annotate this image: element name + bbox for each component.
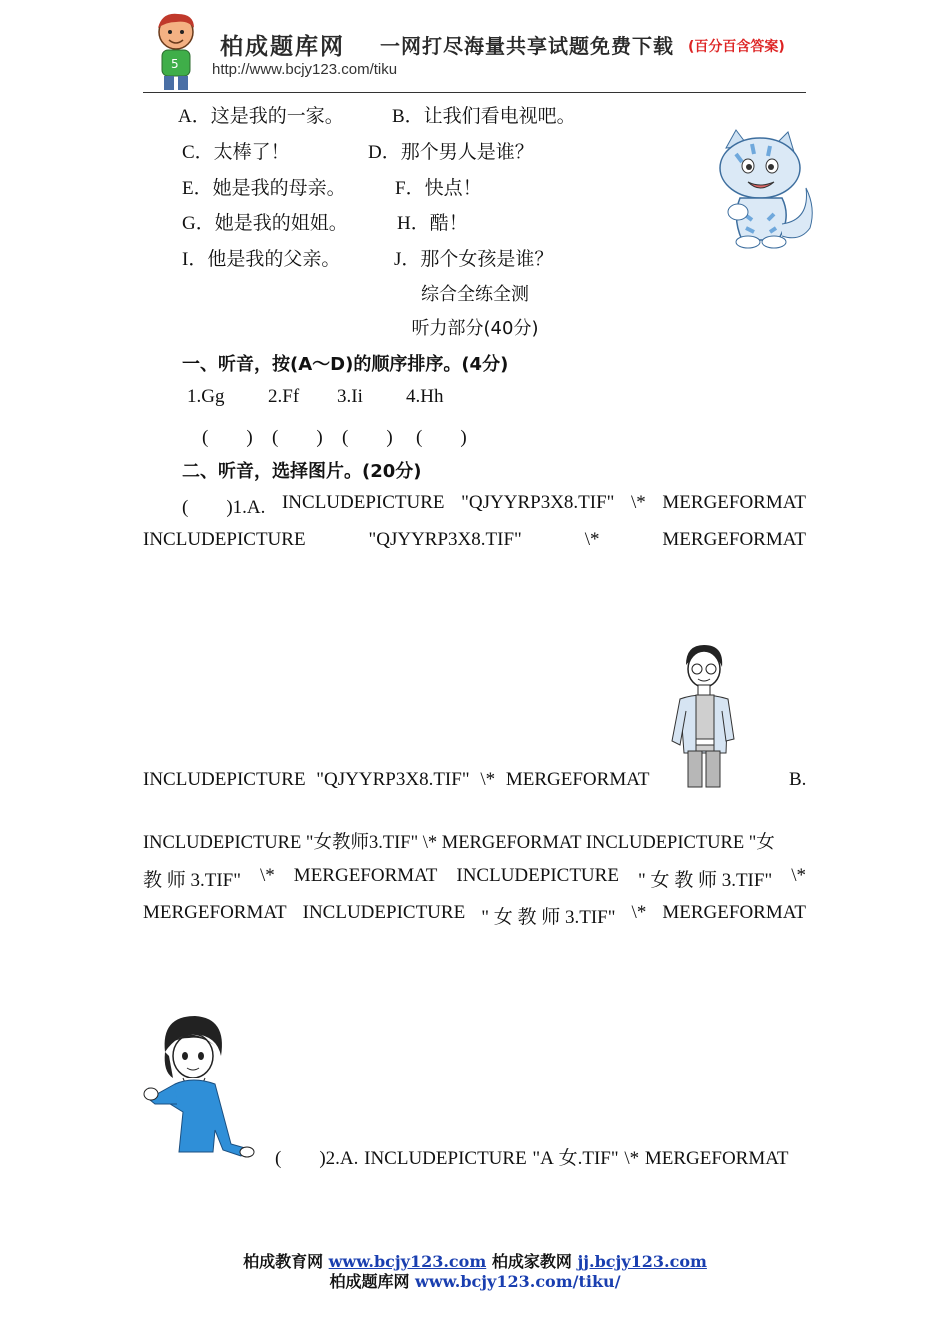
field-code: INCLUDEPICTURE bbox=[456, 865, 619, 886]
teacher-line-2 bbox=[143, 865, 806, 892]
field-code: 教 师 3.TIF" bbox=[143, 870, 242, 891]
footer-link-tiku[interactable]: www.bcjy123.com/tiku/ bbox=[415, 1272, 621, 1291]
field-code: \* bbox=[631, 902, 647, 923]
letter-item: 3.Ii bbox=[337, 386, 363, 407]
answer-blank[interactable]: ( ) bbox=[416, 427, 467, 448]
option-g: G．她是我的姐姐。 bbox=[182, 213, 348, 234]
field-code: \* bbox=[631, 492, 646, 513]
site-url[interactable]: http://www.bcjy123.com/tiku bbox=[212, 61, 398, 78]
svg-text:5: 5 bbox=[171, 57, 179, 71]
field-code: INCLUDEPICTURE bbox=[281, 492, 445, 513]
answer-blank[interactable]: ( ) bbox=[342, 427, 393, 448]
question-1-prefix: ( )1.A. bbox=[182, 497, 266, 518]
teacher-line-3 bbox=[143, 902, 806, 929]
field-code: MERGEFORMAT bbox=[662, 492, 806, 513]
option-e: E．她是我的母亲。 bbox=[182, 178, 346, 199]
option-f: F．快点！ bbox=[395, 178, 482, 199]
field-code: INCLUDEPICTURE bbox=[302, 902, 466, 923]
female-teacher-image bbox=[143, 1012, 261, 1160]
field-code: INCLUDEPICTURE bbox=[143, 529, 306, 550]
footer-label: 柏成题库网 bbox=[329, 1272, 410, 1291]
field-code: "QJYYRP3X8.TIF" bbox=[368, 529, 522, 550]
site-logo-mascot bbox=[144, 10, 210, 92]
option-c: C．太棒了！ bbox=[182, 142, 290, 163]
header-divider bbox=[143, 92, 806, 93]
section-1-heading: 一、听音，按(A～D)的顺序排序。(4分) bbox=[182, 354, 509, 375]
field-code: \* bbox=[260, 865, 275, 886]
footer-label: 柏成家教网 bbox=[491, 1252, 572, 1271]
option-a: A．这是我的一家。 bbox=[178, 106, 344, 127]
field-code: MERGEFORMAT bbox=[143, 902, 287, 923]
field-code: " 女 教 师 3.TIF" bbox=[637, 870, 773, 891]
answer-blank[interactable]: ( ) bbox=[202, 427, 253, 448]
answer-badge: (百分百含答案) bbox=[688, 39, 785, 55]
option-b: B．让我们看电视吧。 bbox=[392, 106, 576, 127]
option-b-label: B. bbox=[789, 769, 807, 790]
question-2-line: ( )2.A. INCLUDEPICTURE "A 女.TIF" \* MERGEFORMAT bbox=[275, 1148, 789, 1169]
question-1-line-2 bbox=[143, 529, 806, 551]
exam-title: 综合全练全测 bbox=[421, 284, 529, 305]
site-slogan: 一网打尽海量共享试题免费下载 bbox=[380, 34, 674, 58]
footer-link-main[interactable]: www.bcjy123.com bbox=[328, 1252, 487, 1271]
field-code: MERGEFORMAT bbox=[293, 865, 438, 886]
field-code: INCLUDEPICTURE "女教师3.TIF" \* MERGEFORMAT INCLUDEPICTURE "女 bbox=[143, 833, 775, 853]
listening-subtitle: 听力部分(40分) bbox=[411, 318, 539, 339]
option-d: D．那个男人是谁？ bbox=[368, 142, 534, 163]
question-1-line-1 bbox=[182, 492, 806, 519]
cartoon-cat-image bbox=[712, 128, 830, 250]
answer-blank[interactable]: ( ) bbox=[272, 427, 323, 448]
letter-item: 2.Ff bbox=[268, 386, 300, 407]
letter-item: 4.Hh bbox=[406, 386, 444, 407]
letter-item: 1.Gg bbox=[187, 386, 225, 407]
field-code: INCLUDEPICTURE "QJYYRP3X8.TIF" \* MERGEFORMAT bbox=[143, 769, 650, 790]
field-code: \* bbox=[791, 865, 806, 886]
option-h: H．酷！ bbox=[397, 213, 468, 234]
field-code: \* bbox=[584, 529, 600, 550]
footer-label: 柏成教育网 bbox=[243, 1252, 324, 1271]
field-code: "QJYYRP3X8.TIF" bbox=[461, 492, 615, 513]
option-i: I．他是我的父亲。 bbox=[182, 249, 341, 270]
field-code: MERGEFORMAT bbox=[662, 902, 806, 923]
option-j: J．那个女孩是谁？ bbox=[394, 249, 554, 270]
field-code: MERGEFORMAT bbox=[662, 529, 806, 550]
footer-line-2 bbox=[0, 1269, 950, 1292]
field-code: " 女 教 师 3.TIF" bbox=[481, 907, 616, 928]
site-name: 柏成题库网 bbox=[220, 33, 345, 60]
male-teacher-image bbox=[666, 641, 740, 789]
section-2-heading: 二、听音，选择图片。(20分) bbox=[182, 461, 422, 482]
footer-link-jj[interactable]: jj.bcjy123.com bbox=[577, 1252, 707, 1271]
